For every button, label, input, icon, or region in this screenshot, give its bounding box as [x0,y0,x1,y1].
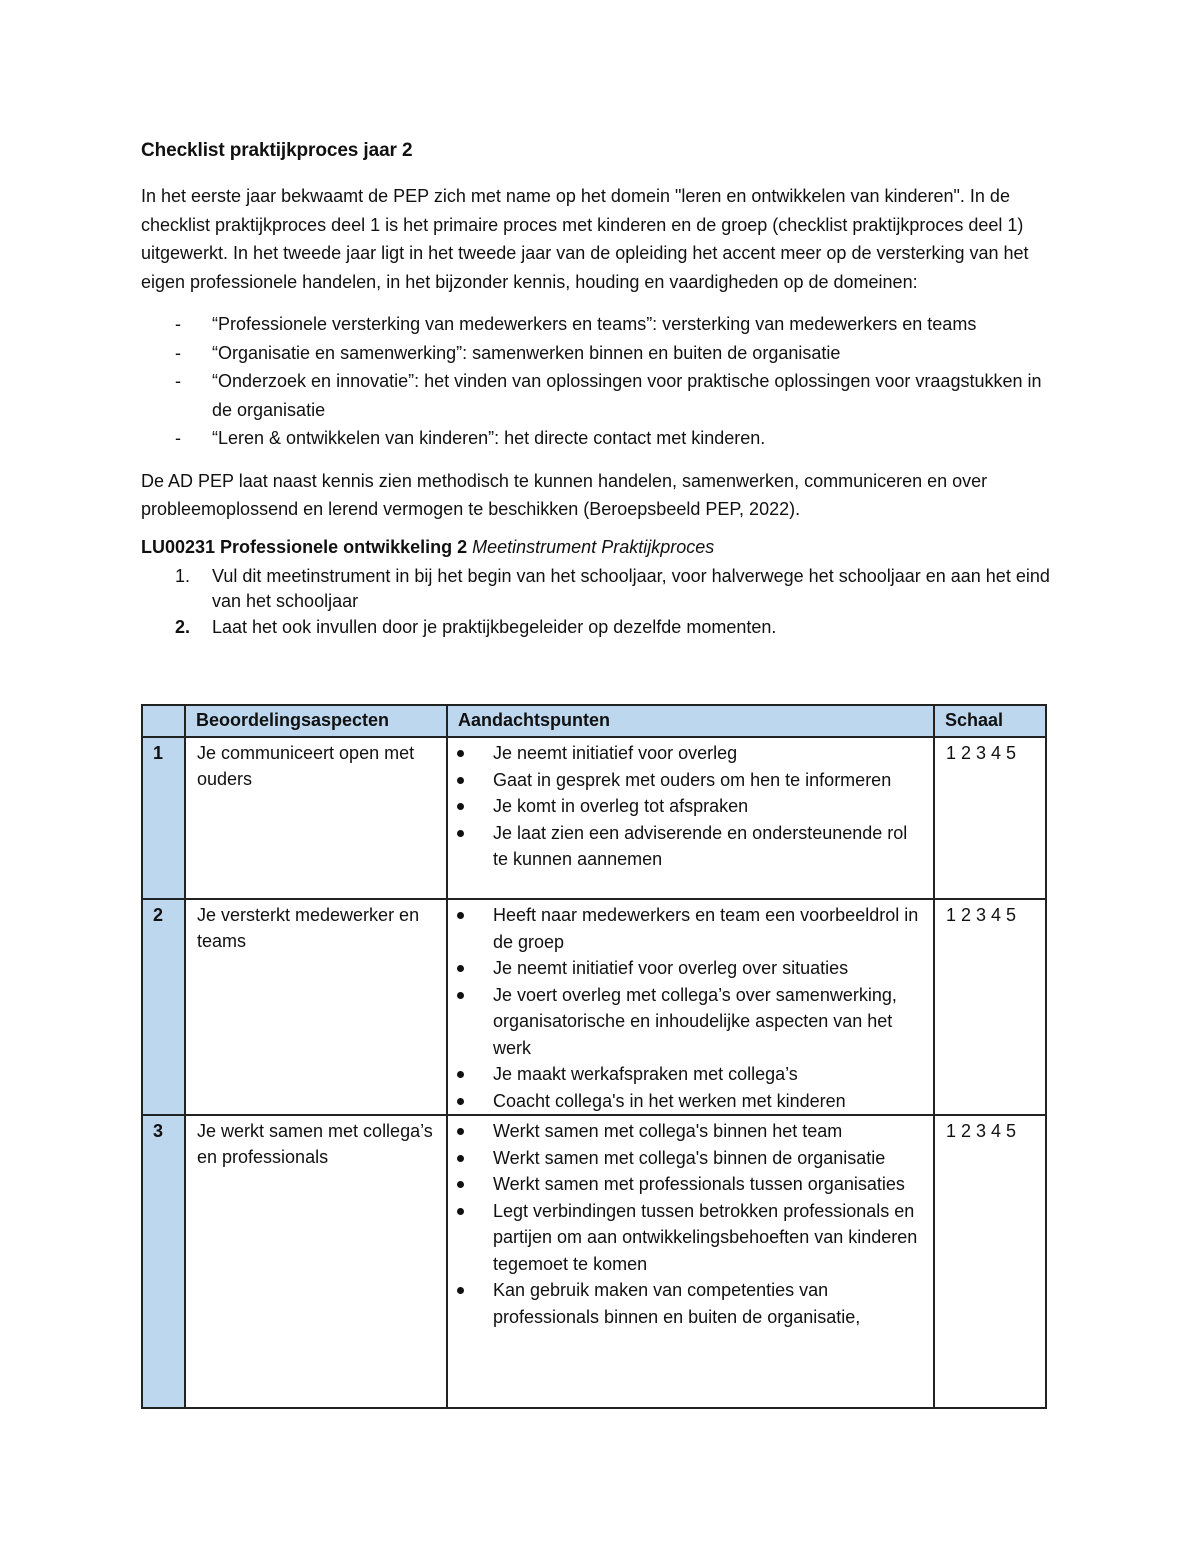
bullet-icon [457,1071,464,1078]
point-item: Je neemt initiatief voor overleg [448,740,925,767]
point-item: Werkt samen met professionals tussen organisaties [448,1171,925,1198]
bullet-icon [457,1181,464,1188]
domain-item [141,339,1056,368]
bullet-icon [457,777,464,784]
header-index [142,705,185,737]
row-index: 3 [142,1115,185,1408]
dash-marker: - [175,371,181,391]
document-title: Checklist praktijkproces jaar 2 [141,140,413,161]
assessment-table [141,704,1047,1409]
domain-item [141,310,1056,339]
instruction-text: Vul dit meetinstrument in bij het begin van het schooljaar, voor halverwege het schooljaar en aan het eind van het schooljaar [212,565,1050,611]
closing-paragraph: De AD PEP laat naast kennis zien methodisch te kunnen handelen, samenwerken, communiceren en over probleemoplossend en lerend vermogen te beschikken (Beroepsbeeld PEP, 2022). [141,470,988,519]
point-item: Werkt samen met collega's binnen het team [448,1118,925,1145]
row-aspect: Je versterkt medewerker en teams [185,899,447,1115]
dash-marker: - [175,428,181,448]
point-item: Legt verbindingen tussen betrokken professionals en partijen om aan ontwikkelingsbehoeften van kinderen tegemoet te komen [448,1198,925,1278]
header-scale: Schaal [934,705,1046,737]
points-list [448,902,925,1114]
points-list [448,1118,925,1330]
point-item: Heeft naar medewerkers en team een voorbeeldrol in de groep [448,902,925,955]
bullet-icon [457,750,464,757]
row-points [447,899,934,1115]
header-points: Aandachtspunten [447,705,934,737]
header-aspect: Beoordelingsaspecten [185,705,447,737]
instruction-item [141,615,1056,641]
row-scale: 1 2 3 4 5 [934,737,1046,899]
instruction-item [141,564,1056,615]
document-body [141,140,1056,640]
dash-marker: - [175,314,181,334]
dash-marker: - [175,342,181,363]
domain-item [141,424,1056,453]
domain-text: “Onderzoek en innovatie”: het vinden van oplossingen voor praktische oplossingen voor vraagstukken in de organisatie [212,371,1042,420]
bullet-icon [457,1098,464,1105]
bullet-icon [457,1128,464,1135]
instruction-number: 1. [175,565,191,586]
domains-list [141,310,1056,453]
row-points [447,1115,934,1408]
bullet-icon [457,1208,464,1215]
bullet-icon [457,830,464,837]
bullet-icon [457,1155,464,1162]
instruction-number: 2. [175,616,191,637]
subtitle-code: LU00231 Professionele ontwikkeling 2 [141,536,468,557]
table-row [142,1115,1046,1408]
points-list [448,740,925,873]
row-index: 1 [142,737,185,899]
intro-paragraph: In het eerste jaar bekwaamt de PEP zich met name op het domein "leren en ontwikkelen van kinderen". In de checklist praktijkproces deel 1 is het primaire proces met kinderen en de groep (checklist praktijkproces deel 1) uitgewerkt. In het tweede jaar ligt in het tweede jaar van de opleiding het accent meer op de versterking van het eigen professionele handelen, in het bijzonder kennis, houding en vaardigheden op de domeinen: [141,186,1029,292]
domain-text: “Organisatie en samenwerking”: samenwerken binnen en buiten de organisatie [212,342,841,363]
bullet-icon [457,965,464,972]
bullet-icon [457,803,464,810]
point-item: Je neemt initiatief voor overleg over situaties [448,955,925,982]
bullet-icon [457,1287,464,1294]
row-scale: 1 2 3 4 5 [934,1115,1046,1408]
point-item: Kan gebruik maken van competenties van professionals binnen en buiten de organisatie, [448,1277,925,1330]
domain-text: “Professionele versterking van medewerkers en teams”: versterking van medewerkers en teams [212,314,977,334]
point-item: Je maakt werkafspraken met collega’s [448,1061,925,1088]
section-subtitle [141,534,1056,560]
point-item: Werkt samen met collega's binnen de organisatie [448,1145,925,1172]
bullet-icon [457,912,464,919]
point-item: Je komt in overleg tot afspraken [448,793,925,820]
instructions-list [141,564,1056,641]
row-scale: 1 2 3 4 5 [934,899,1046,1115]
row-aspect: Je communiceert open met ouders [185,737,447,899]
bullet-icon [457,992,464,999]
subtitle-emphasis: Meetinstrument Praktijkproces [472,536,715,557]
point-item: Je laat zien een adviserende en ondersteunende rol te kunnen aannemen [448,820,925,873]
point-item: Je voert overleg met collega’s over samenwerking, organisatorische en inhoudelijke aspecten van het werk [448,982,925,1062]
domain-text: “Leren & ontwikkelen van kinderen”: het directe contact met kinderen. [212,428,766,448]
table-row [142,899,1046,1115]
row-index: 2 [142,899,185,1115]
row-aspect: Je werkt samen met collega’s en professionals [185,1115,447,1408]
row-points [447,737,934,899]
domain-item [141,367,1056,424]
table-row [142,737,1046,899]
point-item: Coacht collega's in het werken met kinderen [448,1088,925,1115]
point-item: Gaat in gesprek met ouders om hen te informeren [448,767,925,794]
instruction-text: Laat het ook invullen door je praktijkbegeleider op dezelfde momenten. [212,616,777,637]
table-header-row [142,705,1046,737]
